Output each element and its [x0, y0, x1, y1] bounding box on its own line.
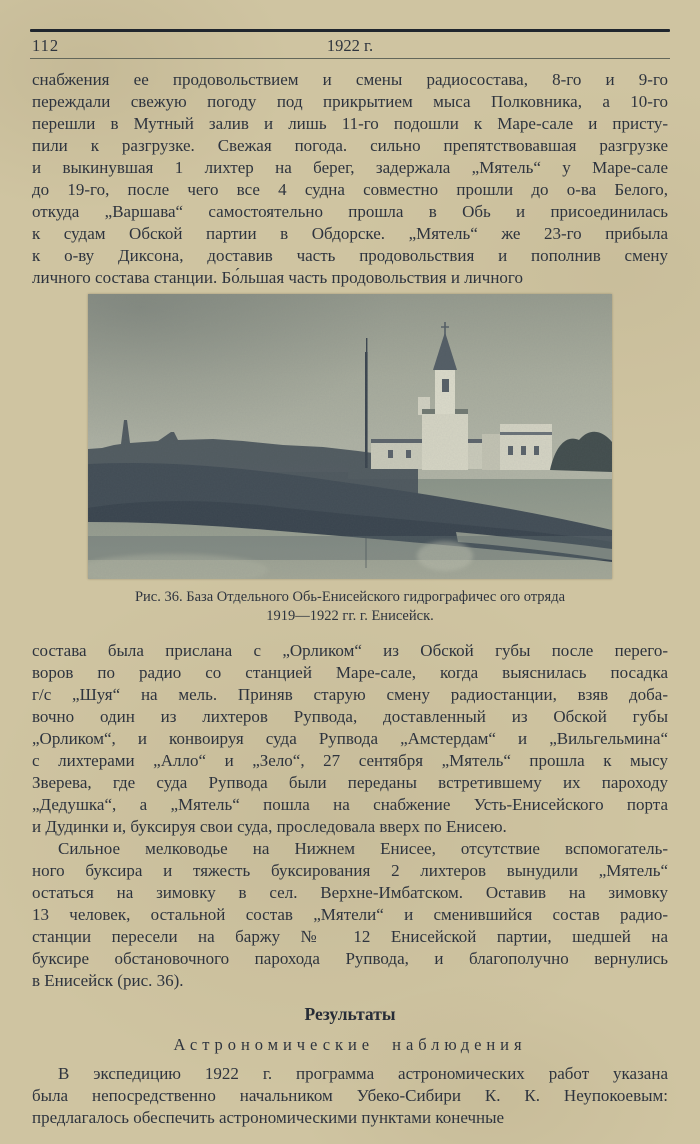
figure-caption: [32, 588, 668, 626]
paragraph-expedition-supply: снабжения ее продовольствием и смены радиосостава, 8-го и 9-го переждали свежую погоду под прикрытием мыса Полковника, а 10-го перешли в Мутный залив и лишь 11-го подошли к Маре-сале и присту- пили к разгрузке. Свежая погода. сильно препятствовавшая разгрузке и выкинувшая 1 лихтер на берег, задержала „Мятель“ у Маре-сале до 19-го, после чего все 4 судна совместно прошли до о-ва Белого, откуда „Варшава“ самостоятельно прошла в Обь и присоединилась к судам Обской партии в Обдорске. „Мятель“ же 23-го прибыла к о-ву Диксона, доставив часть продовольствия и пополнив смену личного состава станции. Бо́льшая часть продовольствия и личного: [32, 70, 668, 287]
paragraph-wintering: Сильное мелководье на Нижнем Енисее, отсутствие вспомогатель- ного буксира и тяжесть буксирования 2 лихтеров вынудили „Мятель“ остаться на зимовку в сел. Верхне-Имбатском. Оставив на зимовку 13 человек, остальной состав „Мятели“ и сменившийся состав радио- станции пересели на баржу № 12 Енисейской партии, шедшей на буксире обстановочного парохода Рупвода, и благополучно вернулись в Енисейск (рис. 36).: [32, 839, 668, 990]
running-title: 1922 г.: [326, 36, 374, 55]
paragraph-return-voyage: состава была прислана с „Орликом“ из Обской губы после перего- воров по радио со станцией Маре-сале, когда выяснилась посадка г/с „Шуя“ на мель. Приняв старую смену радиостанции, взяв доба- вочно один из лихтеров Рупвода, доставленный из Обской губы „Орликом“, и конвоируя суда Рупвода „Амстердам“ и „Вильгельмина“ с лихтерами „Алло“ и „Зело“, 27 сентября „Мятель“ прошла к мысу Зверева, где суда Рупвода были переданы встретившему их пароходу „Дедушка“, а „Мятель“ пошла на снабжение Усть-Енисейского порта и Дудинки и, буксируя свои суда, проследовала вверх по Енисею.: [32, 641, 668, 836]
heading-results: Результаты: [304, 1004, 396, 1024]
heading-astronomical-observations: Астрономические наблюдения: [173, 1035, 527, 1054]
book-page: [0, 29, 700, 1144]
eniseysk-riverbank-photo: [88, 294, 612, 579]
page-number: 112: [32, 36, 60, 55]
riverbank-town-church-illustration: [88, 294, 612, 579]
figure-caption-line1: Рис. 36. База Отдельного Обь-Енисейского гидрографичес ого отряда: [134, 589, 566, 605]
page-header: [0, 29, 700, 59]
header-rule-thin: [30, 58, 670, 59]
figure-36: [32, 294, 668, 626]
header-rule-thick: [30, 29, 670, 32]
header-row: [32, 35, 668, 56]
page-body: [32, 69, 668, 1129]
figure-caption-line2: 1919—1922 гг. г. Енисейск.: [266, 608, 434, 624]
paragraph-astro-program: В экспедицию 1922 г. программа астрономических работ указана была непосредственно начальником Убеко-Сибири К. К. Неупокоевым: предлагалось обеспечить астрономическими пунктами конечные: [32, 1064, 668, 1127]
